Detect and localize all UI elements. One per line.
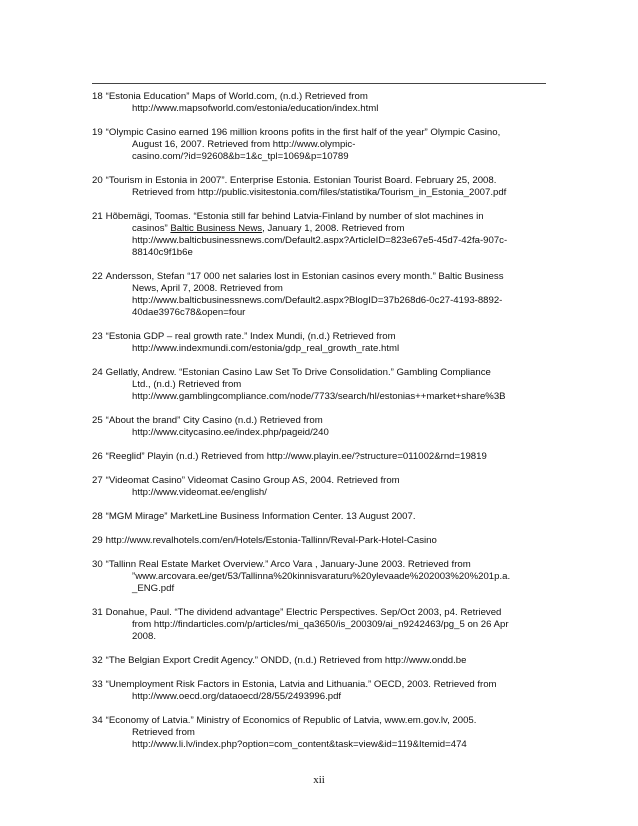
footnote-url: http://www.gamblingcompliance.com/node/7733/search/hl/estonias++market+share%3B xyxy=(132,391,506,402)
footnote-url: http://www.balticbusinessnews.com/Default2.aspx?ArticleID=823e67e5-45d7-42fa-907c- xyxy=(132,235,508,246)
footnote-text: “About the brand” City Casino (n.d.) Retrieved from xyxy=(105,415,323,426)
footnote-text: News, April 7, 2008. Retrieved from xyxy=(132,283,283,294)
footnote-text: “The Belgian Export Credit Agency.” ONDD, (n.d.) Retrieved from http://www.ondd.be xyxy=(105,655,467,666)
footnote-text: Retrieved from xyxy=(132,727,195,738)
footnote-text: Retrieved from http://public.visitestonia.com/files/statistika/Tourism_in_Estonia_2007.pdf xyxy=(132,187,507,198)
footnote-24 xyxy=(92,367,548,403)
footnote-url: http://www.videomat.ee/english/ xyxy=(132,487,267,498)
footnote-number: 25 xyxy=(92,415,103,426)
footnote-url: http://www.revalhotels.com/en/Hotels/Estonia-Tallinn/Reval-Park-Hotel-Casino xyxy=(105,535,437,546)
footnote-number: 34 xyxy=(92,715,103,726)
footnote-20 xyxy=(92,175,548,199)
footnote-text: “MGM Mirage” MarketLine Business Information Center. 13 August 2007. xyxy=(105,511,416,522)
footnote-34 xyxy=(92,715,548,751)
page-number: xii xyxy=(313,774,325,786)
footnote-18 xyxy=(92,91,548,115)
footnote-url: 40dae3976c78&open=four xyxy=(132,307,246,318)
footnote-url: http://www.mapsofworld.com/estonia/education/index.html xyxy=(132,103,379,114)
footnote-29 xyxy=(92,535,548,547)
footnote-url: http://www.li.lv/index.php?option=com_content&task=view&id=119&Itemid=474 xyxy=(132,739,467,750)
footnote-number: 31 xyxy=(92,607,103,618)
footnote-text: Andersson, Stefan “17 000 net salaries lost in Estonian casinos every month.” Baltic Business xyxy=(105,271,504,282)
footnote-number: 18 xyxy=(92,91,103,102)
footnote-text: Hõbemägi, Toomas. “Estonia still far behind Latvia-Finland by number of slot machines in xyxy=(105,211,484,222)
footnote-28 xyxy=(92,511,548,523)
footnote-url: 88140c9f1b6e xyxy=(132,247,193,258)
footnote-text: from http://findarticles.com/p/articles/mi_qa3650/is_200309/ai_n9242463/pg_5 on 26 Apr xyxy=(132,619,509,630)
footnote-url: casino.com/?id=92608&b=1&c_tpl=1069&p=10789 xyxy=(132,151,349,162)
footnote-30 xyxy=(92,559,548,595)
footnote-25 xyxy=(92,415,548,439)
footnote-number: 21 xyxy=(92,211,103,222)
footnote-text: “Unemployment Risk Factors in Estonia, Latvia and Lithuania.” OECD, 2003. Retrieved from xyxy=(105,679,497,690)
footnote-27 xyxy=(92,475,548,499)
footnote-number: 23 xyxy=(92,331,103,342)
footnote-url: http://www.balticbusinessnews.com/Default2.aspx?BlogID=37b268d6-0c27-4193-8892- xyxy=(132,295,503,306)
footnote-33 xyxy=(92,679,548,703)
footnote-text: “Videomat Casino” Videomat Casino Group AS, 2004. Retrieved from xyxy=(105,475,400,486)
footnote-text: “Estonia Education” Maps of World.com, (n.d.) Retrieved from xyxy=(105,91,368,102)
footnote-number: 28 xyxy=(92,511,103,522)
footnote-number: 27 xyxy=(92,475,103,486)
footnotes-list xyxy=(92,91,548,763)
footnote-text: “Estonia GDP – real growth rate.” Index Mundi, (n.d.) Retrieved from xyxy=(105,331,396,342)
footnote-number: 22 xyxy=(92,271,103,282)
footnote-text: “Tourism in Estonia in 2007”. Enterprise Estonia. Estonian Tourist Board. February 25, 2008. xyxy=(105,175,497,186)
footnote-text: , January 1, 2008. Retrieved from xyxy=(262,223,405,234)
footnote-text: Donahue, Paul. “The dividend advantage” Electric Perspectives. Sep/Oct 2003, p4. Retrieved xyxy=(105,607,502,618)
footnote-url: _ENG.pdf xyxy=(132,583,175,594)
footnote-url: http://www.citycasino.ee/index.php/pageid/240 xyxy=(132,427,329,438)
footnote-26 xyxy=(92,451,548,463)
footnote-text: Ltd., (n.d.) Retrieved from xyxy=(132,379,242,390)
footnote-23 xyxy=(92,331,548,355)
footnote-number: 32 xyxy=(92,655,103,666)
footnote-text: “Tallinn Real Estate Market Overview.” Arco Vara , January-June 2003. Retrieved from xyxy=(105,559,471,570)
footnote-32 xyxy=(92,655,548,667)
footnote-21 xyxy=(92,211,548,259)
footnote-22 xyxy=(92,271,548,319)
footnote-url: ”www.arcovara.ee/get/53/Tallinna%20kinnisvaraturu%20ylevaade%202003%20%201p.a. xyxy=(132,571,511,582)
footnote-separator xyxy=(92,83,546,84)
footnote-text: 2008. xyxy=(132,631,157,642)
footnote-number: 33 xyxy=(92,679,103,690)
publication-title: Baltic Business News xyxy=(170,223,263,234)
footnote-url: http://www.indexmundi.com/estonia/gdp_real_growth_rate.html xyxy=(132,343,400,354)
footnote-number: 19 xyxy=(92,127,103,138)
footnote-number: 24 xyxy=(92,367,103,378)
footnote-url: http://www.oecd.org/dataoecd/28/55/2493996.pdf xyxy=(132,691,342,702)
footnote-number: 20 xyxy=(92,175,103,186)
footnote-text: “Economy of Latvia.” Ministry of Economics of Republic of Latvia, www.em.gov.lv, 2005. xyxy=(105,715,477,726)
footnote-31 xyxy=(92,607,548,643)
footnote-text: “Olympic Casino earned 196 million kroons pofits in the first half of the year” Olympic Casino, xyxy=(105,127,501,138)
footnote-number: 26 xyxy=(92,451,103,462)
footnote-19 xyxy=(92,127,548,163)
footnote-text: casinos” xyxy=(132,223,171,234)
footnote-text: August 16, 2007. Retrieved from http://www.olympic- xyxy=(132,139,356,150)
footnote-number: 30 xyxy=(92,559,103,570)
footnote-text: “Reeglid” Playin (n.d.) Retrieved from http://www.playin.ee/?structure=011002&rnd=19819 xyxy=(105,451,487,462)
footnote-number: 29 xyxy=(92,535,103,546)
footnote-text: Gellatly, Andrew. “Estonian Casino Law Set To Drive Consolidation.” Gambling Compliance xyxy=(105,367,491,378)
